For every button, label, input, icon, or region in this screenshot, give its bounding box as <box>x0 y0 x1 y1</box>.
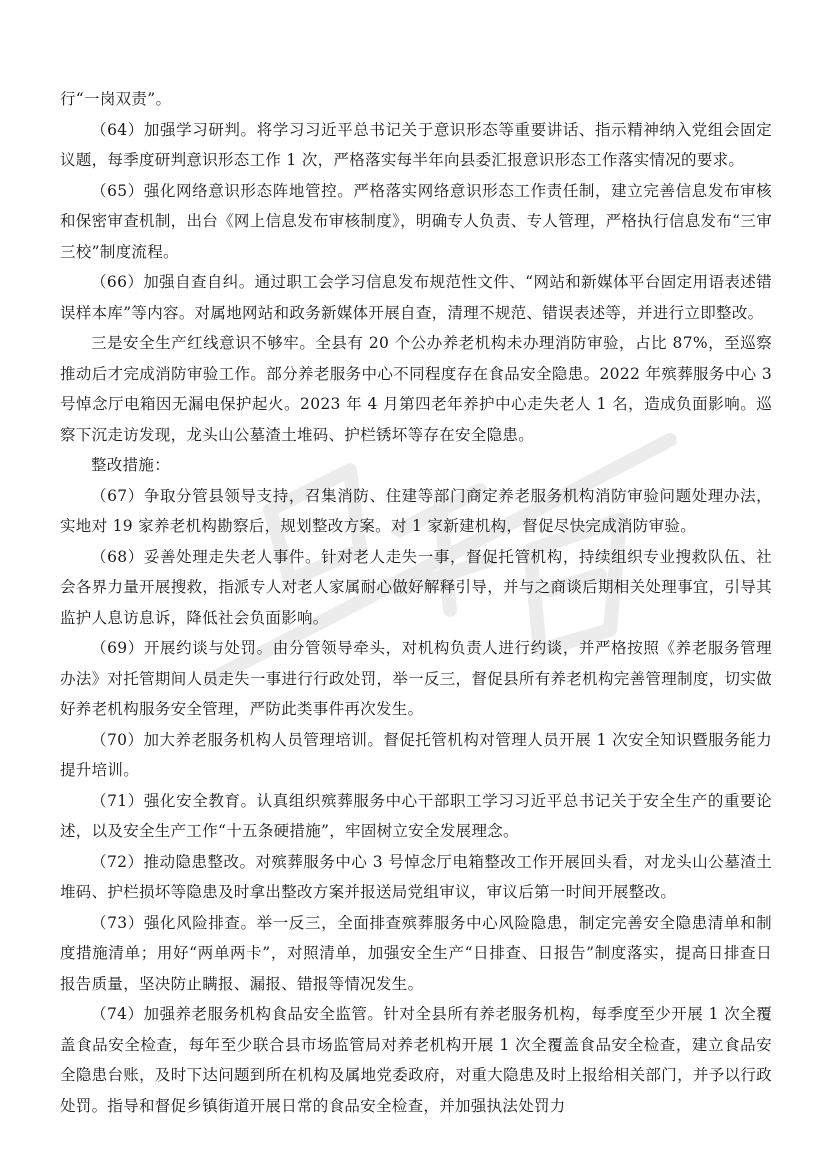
paragraph: （70）加大养老服务机构人员管理培训。督促托管机构对管理人员开展 1 次安全知识暨服务能力提升培训。 <box>60 730 772 779</box>
paragraph: （73）强化风险排查。举一反三，全面排查殡葬服务中心风险隐患，制定完善安全隐患清单和制度措施清单；用好“两单两卡”，对照清单，加强安全生产“日排查、日报告”制度落实，提高日排查日报告质量，坚决防止瞒报、漏报、错报等情况发生。 <box>60 913 772 993</box>
paragraph: （68）妥善处理走失老人事件。针对老人走失一事，督促托管机构，持续组织专业搜救队伍、社会各界力量开展搜救，指派专人对老人家属耐心做好解释引导，并与之商谈后期相关处理事宜，引导其监护人息访息诉，降低社会负面影响。 <box>60 547 772 627</box>
paragraph: 行“一岗双责”。 <box>60 90 172 108</box>
document-body <box>60 84 772 1121</box>
paragraph: （64）加强学习研判。将学习习近平总书记关于意识形态等重要讲话、指示精神纳入党组会固定议题，每季度研判意识形态工作 1 次，严格落实每半年向县委汇报意识形态工作落实情况的要求。 <box>60 120 772 169</box>
paragraph: （74）加强养老服务机构食品安全监管。针对全县所有养老服务机构，每季度至少开展 1 次全覆盖食品安全检查，每年至少联合县市场监管局对养老机构开展 1 次全覆盖食品安全检查，建立食品安全隐患台账，及时下达问题到所在机构及属地党委政府，对重大隐患及时上报给相关部门，并予以行政处罚。指导和督促乡镇街道开展日常的食品安全检查，并加强执法处罚力 <box>60 1005 772 1115</box>
paragraph: （72）推动隐患整改。对殡葬服务中心 3 号悼念厅电箱整改工作开展回头看，对龙头山公墓渣土堆码、护栏损坏等隐患及时拿出整改方案并报送局党组审议，审议后第一时间开展整改。 <box>60 852 772 901</box>
paragraph: （67）争取分管县领导支持，召集消防、住建等部门商定养老服务机构消防审验问题处理办法，实地对 19 家养老机构勘察后，规划整改方案。对 1 家新建机构，督促尽快完成消防审验。 <box>60 486 772 535</box>
paragraph: （71）强化安全教育。认真组织殡葬服务中心干部职工学习习近平总书记关于安全生产的重要论述，以及安全生产工作“十五条硬措施”，牢固树立安全发展理念。 <box>60 791 772 840</box>
paragraph: （66）加强自查自纠。通过职工会学习信息发布规范性文件、“网站和新媒体平台固定用语表述错误样本库”等内容。对属地网站和政务新媒体开展自查，清理不规范、错误表述等，并进行立即整改。 <box>60 273 772 322</box>
paragraph: 整改措施： <box>91 456 171 474</box>
paragraph: （65）强化网络意识形态阵地管控。严格落实网络意识形态工作责任制，建立完善信息发布审核和保密审查机制，出台《网上信息发布审核制度》，明确专人负责、专人管理，严格执行信息发布“三审三校”制度流程。 <box>60 181 772 261</box>
paragraph: 三是安全生产红线意识不够牢。全县有 20 个公办养老机构未办理消防审验，占比 87%，至巡察推动后才完成消防审验工作。部分养老服务中心不同程度存在食品安全隐患。2022 年殡葬服务中心 3 号悼念厅电箱因无漏电保护起火。2023 年 4 月第四老年养护中心走失老人 1 名，造成负面影响。巡察下沉走访发现，龙头山公墓渣土堆码、护栏锈坏等存在安全隐患。 <box>60 334 772 444</box>
paragraph: （69）开展约谈与处罚。由分管领导牵头，对机构负责人进行约谈，并严格按照《养老服务管理办法》对托管期间人员走失一事进行行政处罚，举一反三，督促县所有养老机构完善管理制度，切实做好养老机构服务安全管理，严防此类事件再次发生。 <box>60 639 772 718</box>
